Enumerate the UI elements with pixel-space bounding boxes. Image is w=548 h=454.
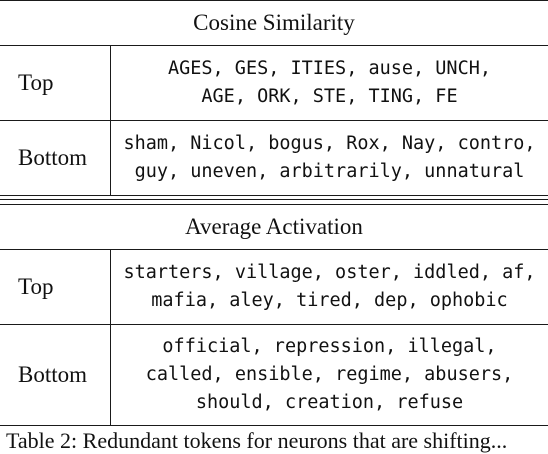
table-row-activation-bottom [0,325,548,425]
token-list [111,259,548,315]
token-line: starters, village, oster, iddled, af, [123,262,536,283]
token-line: official, repression, illegal, [162,336,497,357]
token-line: guy, uneven, arbitrarily, unnatural [134,161,525,182]
section-header-average-activation: Average Activation [185,214,363,239]
token-list [111,55,548,111]
token-line: called, ensible, regime, abusers, [145,364,514,385]
token-list [111,333,548,417]
section-header-cosine-similarity: Cosine Similarity [193,10,355,35]
row-label-top: Top [18,274,54,299]
table-row-cosine-top [0,46,548,120]
token-line: should, creation, refuse [195,392,464,413]
row-label-bottom: Bottom [18,362,88,387]
table-row-cosine-bottom [0,121,548,195]
row-label-bottom: Bottom [18,145,88,170]
token-line: AGES, GES, ITIES, ause, UNCH, [167,58,491,79]
table-caption: Table 2: Redundant tokens for neurons that are shifting... [6,428,508,453]
token-line: mafia, aley, tired, dep, ophobic [151,290,508,311]
row-label-top: Top [18,70,54,95]
token-line: AGE, ORK, STE, TING, FE [201,86,458,107]
token-list [111,130,548,186]
token-line: sham, Nicol, bogus, Rox, Nay, contro, [123,133,536,154]
table-bottom-rule [0,425,548,426]
table-row-activation-top [0,250,548,324]
